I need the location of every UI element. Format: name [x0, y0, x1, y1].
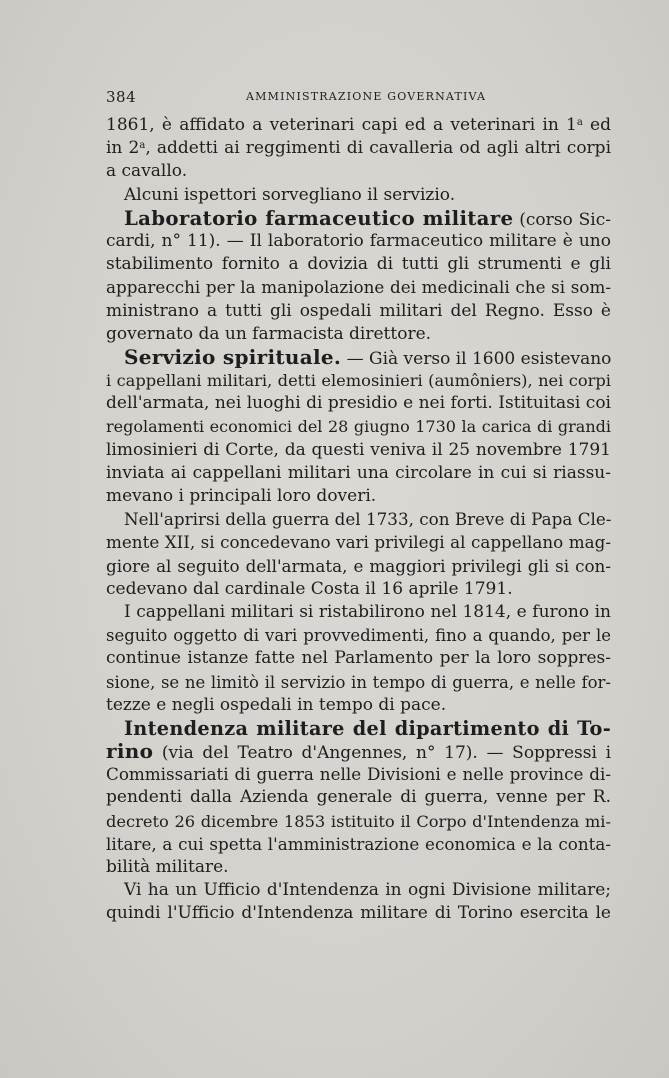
text-line: limosinieri di Corte, da questi veniva il 25 novembre 1791: [106, 439, 611, 460]
text-line: tezze e negli ospedali in tempo di pace.: [106, 694, 447, 715]
text-line: Alcuni ispettori sorvegliano il servizio.: [124, 184, 456, 205]
text-line: I cappellani militari si ristabilirono nel 1814, e furono in: [124, 601, 611, 622]
text-line: sione, se ne limitò il servizio in tempo di guerra, e nelle for-: [106, 672, 611, 692]
body-text: [106, 114, 611, 926]
text-line: in 2$^a$, addetti ai reggimenti di cavalleria od agli altri corpi: [106, 138, 612, 159]
section-heading-line: Laboratorio farmaceutico militare (corso Sic-: [124, 205, 611, 230]
page-number: 384: [106, 88, 137, 106]
text-line: pendenti dalla Azienda generale di guerra, venne per R.: [106, 787, 611, 808]
text-line: Nell'aprirsi della guerra del 1733, con Breve di Papa Cle-: [124, 509, 612, 530]
text-line: litare, a cui spetta l'amministrazione economica e la conta-: [106, 833, 611, 854]
section-heading-line: Servizio spirituale. — Già verso il 1600 esistevano: [124, 344, 612, 369]
text-line: continue istanze fatte nel Parlamento per la loro soppres-: [106, 648, 611, 669]
section-heading-line: [106, 717, 611, 740]
text-line: Commissariati di guerra nelle Divisioni e nelle province di-: [106, 764, 611, 785]
text-line: decreto 26 dicembre 1853 istituito il Corpo d'Intendenza mi-: [106, 811, 611, 831]
text-line: mevano i principali loro doveri.: [106, 486, 377, 506]
text-line: i cappellani militari, detti elemosinieri (aumôniers), nei corpi: [106, 371, 611, 391]
text-line: apparecchi per la manipolazione dei medicinali che si som-: [106, 277, 611, 298]
text-line: regolamenti economici del 28 giugno 1730 la carica di grandi: [106, 417, 611, 437]
text-line: giore al seguito dell'armata, e maggiori privilegi gli si con-: [106, 555, 611, 576]
text-line: governato da un farmacista direttore.: [106, 323, 432, 344]
text-line: a cavallo.: [106, 161, 188, 182]
text-line: rino (via del Teatro d'Angennes, n° 17). — Soppressi i: [106, 739, 611, 764]
text-line: cardi, n° 11). — Il laboratorio farmaceutico militare è uno: [106, 230, 611, 251]
text-line: stabilimento fornito a dovizia di tutti gli strumenti e gli: [106, 254, 611, 275]
text-line: Vi ha un Ufficio d'Intendenza in ogni Divisione militare;: [124, 880, 611, 901]
running-head: AMMINISTRAZIONE GOVERNATIVA: [246, 90, 487, 103]
section-heading-intendenza: Intendenza militare del dipartimento di To-: [124, 716, 611, 740]
text-line: ministrano a tutti gli ospedali militari del Regno. Esso è: [106, 300, 611, 321]
text-line: bilità militare.: [106, 857, 229, 877]
text-line: cedevano dal cardinale Costa il 16 aprile 1791.: [106, 578, 513, 599]
section-heading-servizio: Servizio spirituale.: [124, 344, 342, 369]
text-line: inviata ai cappellani militari una circolare in cui si riassu-: [106, 462, 611, 483]
section-heading-intendenza-cont: rino: [106, 739, 154, 764]
text-line: mente XII, si concedevano vari privilegi al cappellano mag-: [106, 532, 611, 553]
text-line: dell'armata, nei luoghi di presidio e nei forti. Istituitasi coi: [106, 393, 611, 414]
section-heading-laboratorio: Laboratorio farmaceutico militare: [124, 205, 514, 230]
page-header: [106, 88, 611, 110]
text-line: quindi l'Ufficio d'Intendenza militare di Torino esercita le: [106, 903, 611, 924]
text-line: seguito oggetto di vari provvedimenti, fino a quando, per le: [106, 626, 611, 646]
text-line: 1861, è affidato a veterinari capi ed a veterinari in 1$^a$ ed: [106, 115, 611, 135]
